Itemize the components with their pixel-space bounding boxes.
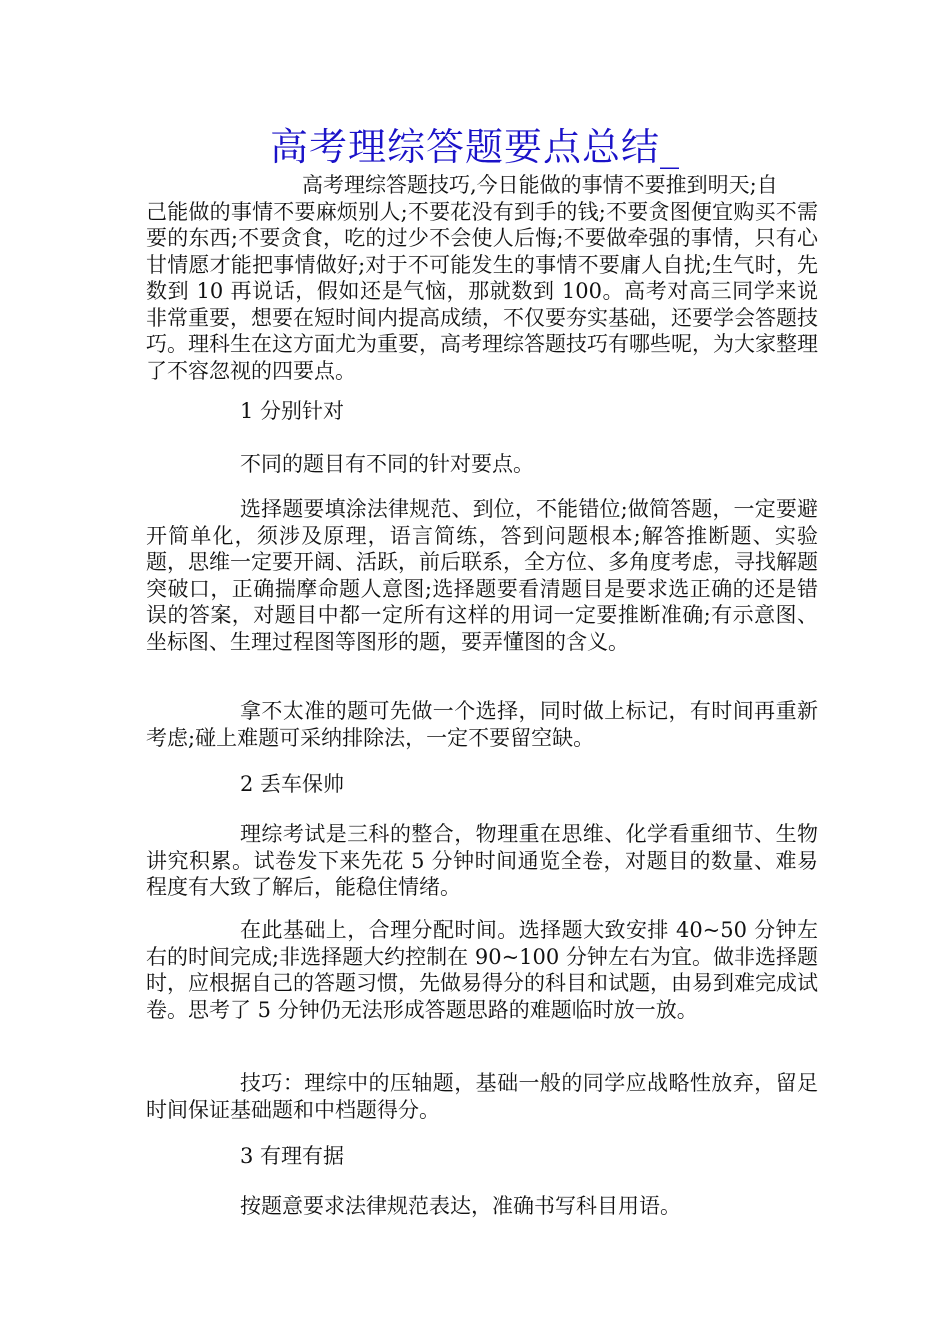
intro-lead-line: 高考理综答题技巧,今日能做的事情不要推到明天;自	[302, 173, 778, 197]
paragraph-6: 技巧：理综中的压轴题，基础一般的同学应战略性放弃，留足时间保证基础题和中档题得分。	[146, 1071, 818, 1122]
paragraph-1: 不同的题目有不同的针对要点。	[240, 452, 534, 476]
intro-paragraph	[146, 172, 818, 384]
paragraph-3: 拿不太准的题可先做一个选择，同时做上标记，有时间再重新考虑;碰上难题可采纳排除法，一定不要留空缺。	[146, 699, 818, 750]
section-heading-2: 2 丢车保帅	[240, 772, 345, 796]
paragraph-7: 按题意要求法律规范表达，准确书写科目用语。	[240, 1194, 681, 1218]
document-title: 高考理综答题要点总结_	[269, 125, 680, 169]
paragraph-5: 在此基础上，合理分配时间。选择题大致安排 40~50 分钟左右的时间完成;非选择题大约控制在 90~100 分钟左右为宜。做非选择题时，应根据自己的答题习惯，先做易得分的科目和试题，由易到难完成试卷。思考了 5 分钟仍无法形成答题思路的难题临时放一放。	[146, 918, 818, 1022]
paragraph-4: 理综考试是三科的整合，物理重在思维、化学看重细节、生物讲究积累。试卷发下来先花 5 分钟时间通览全卷，对题目的数量、难易程度有大致了解后，能稳住情绪。	[146, 822, 818, 899]
section-heading-3: 3 有理有据	[240, 1144, 345, 1168]
intro-body: 己能做的事情不要麻烦别人;不要花没有到手的钱;不要贪图便宜购买不需要的东西;不要贪食，吃的过少不会使人后悔;不要做牵强的事情，只有心甘情愿才能把事情做好;对于不可能发生的事情不要庸人自扰;生气时，先数到 10 再说话，假如还是气恼，那就数到 100。高考对高三同学来说非常重要，想要在短时间内提高成绩，不仅要夯实基础，还要学会答题技巧。理科生在这方面尤为重要，高考理综答题技巧有哪些呢，为大家整理了不容忽视的四要点。	[146, 199, 818, 383]
paragraph-2: 选择题要填涂法律规范、到位，不能错位;做简答题，一定要避开简单化，须涉及原理，语言简练，答到问题根本;解答推断题、实验题，思维一定要开阔、活跃，前后联系，全方位、多角度考虑，寻找解题突破口，正确揣摩命题人意图;选择题要看清题目是要求选正确的还是错误的答案，对题目中都一定所有这样的用词一定要推断准确;有示意图、坐标图、生理过程图等图形的题，要弄懂图的含义。	[146, 497, 818, 654]
section-heading-1: 1 分别针对	[240, 399, 345, 423]
